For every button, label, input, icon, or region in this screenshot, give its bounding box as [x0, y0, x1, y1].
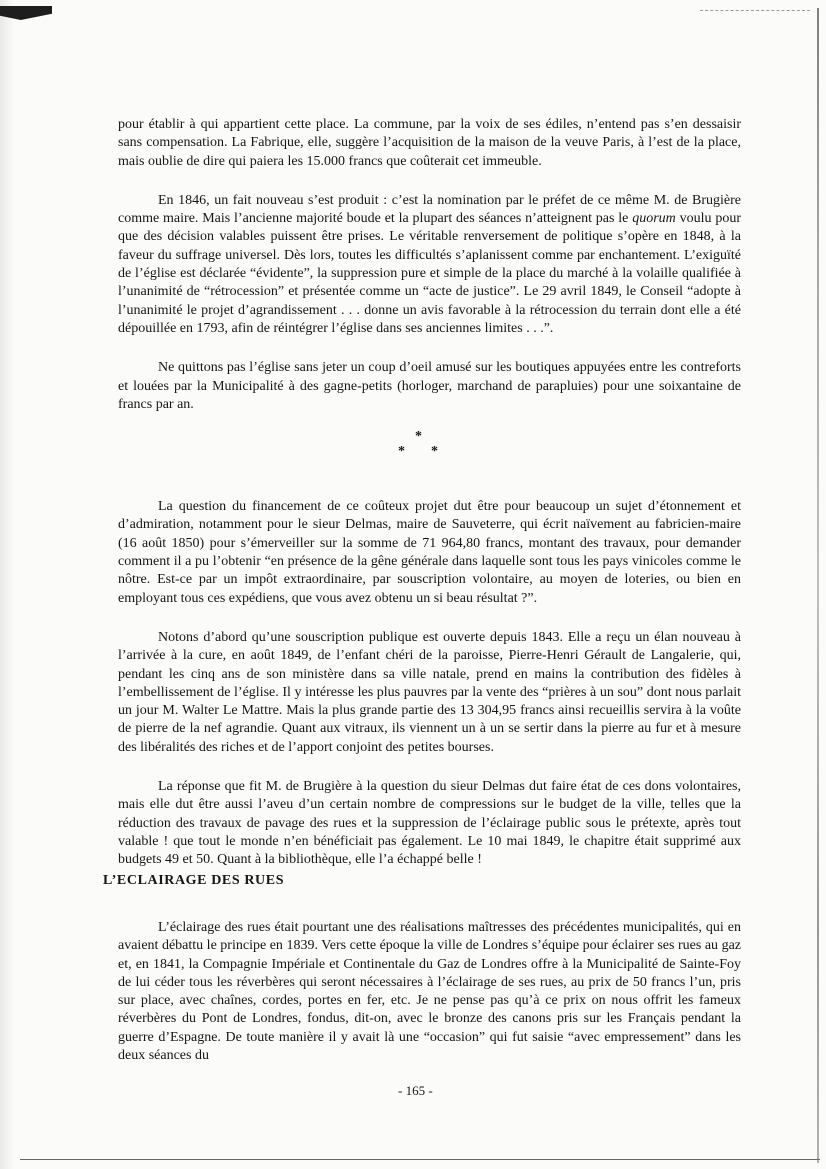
scan-edge-bottom: [20, 1159, 820, 1160]
paragraph-2: [118, 192, 741, 338]
paragraph-7: L’éclairage des rues était pourtant une des réalisations maîtresses des précédentes municipalités, qui en avaient débattu le principe en 1839. Vers cette époque la ville de Londres s’équipe pour éclairer ses rues au gaz et, en 1841, la Compagnie Impériale et Continentale du Gaz de Londres offre à la Municipalité de Sainte-Foy de lui céder tous les réverbères qui seront nécessaires à l’éclairage de ses rues, au prix de 50 francs l’un, pris sur place, avec chaînes, cordes, portes en fer, etc. Je ne pense pas qu’à ce prix on nous offrit les fameux réverbères du Pont de Londres, fondus, dit-on, avec le bronze des canons pris sur les Français pendant la guerre d’Espagne. De toute manière il y avait là une “occasion” qui fut saisie “avec empressement” dans les deux séances du: [118, 920, 741, 1064]
scan-edge-right: [817, 8, 819, 1163]
paragraph-3: Ne quittons pas l’église sans jeter un coup d’oeil amusé sur les boutiques appuyées entre les contreforts et louées par la Municipalité à des gagne-petits (horloger, marchand de parapluies) pour une soixantaine de francs par an.: [118, 360, 741, 412]
paragraph-2-before: En 1846, un fait nouveau s’est produit : c’est la nomination par le préfet de ce même M. de Brugière comme maire. Mais l’ancienne majorité boude et la plupart des séances n’atteignent pas le: [118, 192, 741, 227]
section-body: [118, 919, 741, 1065]
paragraph-4: La question du financement de ce coûteux projet dut être pour beaucoup un sujet d’étonnement et d’admiration, notamment pour le sieur Delmas, maire de Sauveterre, qui écrit naïvement au fabricien-maire (16 août 1850) pour s’émerveiller sur la somme de 71 964,80 francs, montant des travaux, pour demander comment il a pu l’obtenir “en présence de la gêne générale dans laquelle sont tous les pays vinicoles comme le nôtre. Est-ce par un impôt extraordinaire, par souscription volontaire, au moyen de loteries, ou bien en employant tous ces expédiens, que vous avez obtenu un si beau résultat ?”.: [118, 499, 741, 606]
paragraph-1: pour établir à qui appartient cette place. La commune, par la voix de ses édiles, n’entend pas s’en dessaisir sans compensation. La Fabrique, elle, suggère l’acquisition de la maison de la veuve Paris, à l’est de la place, mais oublie de dire qui paiera les 15.000 francs que coûterait cet immeuble.: [118, 117, 741, 169]
asterism-star: *: [431, 444, 438, 460]
paragraph-2-emphasis: quorum: [632, 211, 676, 227]
page-number: - 165 -: [398, 1083, 433, 1098]
paragraph-2-after: voulu pour que des décision valables puissent être prises. Le véritable renversement de politique s’opère en 1848, à la faveur du suffrage universel. Dès lors, toutes les difficultés s’aplanissent comme par enchantement. L’exiguïté de l’église est déclarée “évidente”, la suppression pure et simple de la place du marché à la volaille qualifiée à l’unanimité de “rétrocession” et présentée comme un “acte de justice”. Le 29 avril 1849, le Conseil “adopte à l’unanimité le projet d’agrandissement . . . donne un avis favorable à la rétrocession du terrain dont elle a été dépouillée en 1793, afin de réintégrer l’église dans ses anciennes limites . . .”.: [118, 211, 742, 336]
asterism-star: *: [398, 444, 405, 460]
asterism-separator: [118, 420, 741, 498]
scan-shadow: [0, 0, 14, 1169]
asterism-star: *: [415, 429, 422, 445]
paragraph-6: La réponse que fit M. de Brugière à la question du sieur Delmas dut faire état de ces dons volontaires, mais elle dut être aussi l’aveu d’un certain nombre de compressions sur le budget de la ville, telles que la réduction des travaux de pavage des rues et la suppression de l’éclairage public sous le prétexte, après tout valable ! que tout le monde n’en bénéficiait pas également. Le 10 mai 1849, le chapitre était supprimé aux budgets 49 et 50. Quant à la bibliothèque, elle l’a échappé belle !: [118, 779, 741, 868]
paragraph-5: Notons d’abord qu’une souscription publique est ouverte depuis 1843. Elle a reçu un élan nouveau à l’arrivée à la cure, en août 1849, de l’enfant chéri de la paroisse, Pierre-Henri Gérault de Langalerie, qui, pendant les cinq ans de son ministère dans sa ville natale, prend en mains la contribution des fidèles à l’embellissement de l’église. Il y intéresse les plus pauvres par la vente des “prières à un sou” dont nous parlait un jour M. Walter Le Mattre. Mais la plus grande partie des 13 304,95 francs ainsi recueillis servira à la voûte de pierre de la nef agrandie. Quant aux vitraux, ils viennent un à un se sertir dans la pierre au fur et à mesure des libéralités des riches et de l’apport conjoint des petites bourses.: [118, 629, 741, 755]
scan-artifact-top: [700, 10, 810, 14]
section-heading: L’ECLAIRAGE DES RUES: [103, 873, 285, 888]
page-body: [118, 116, 741, 870]
